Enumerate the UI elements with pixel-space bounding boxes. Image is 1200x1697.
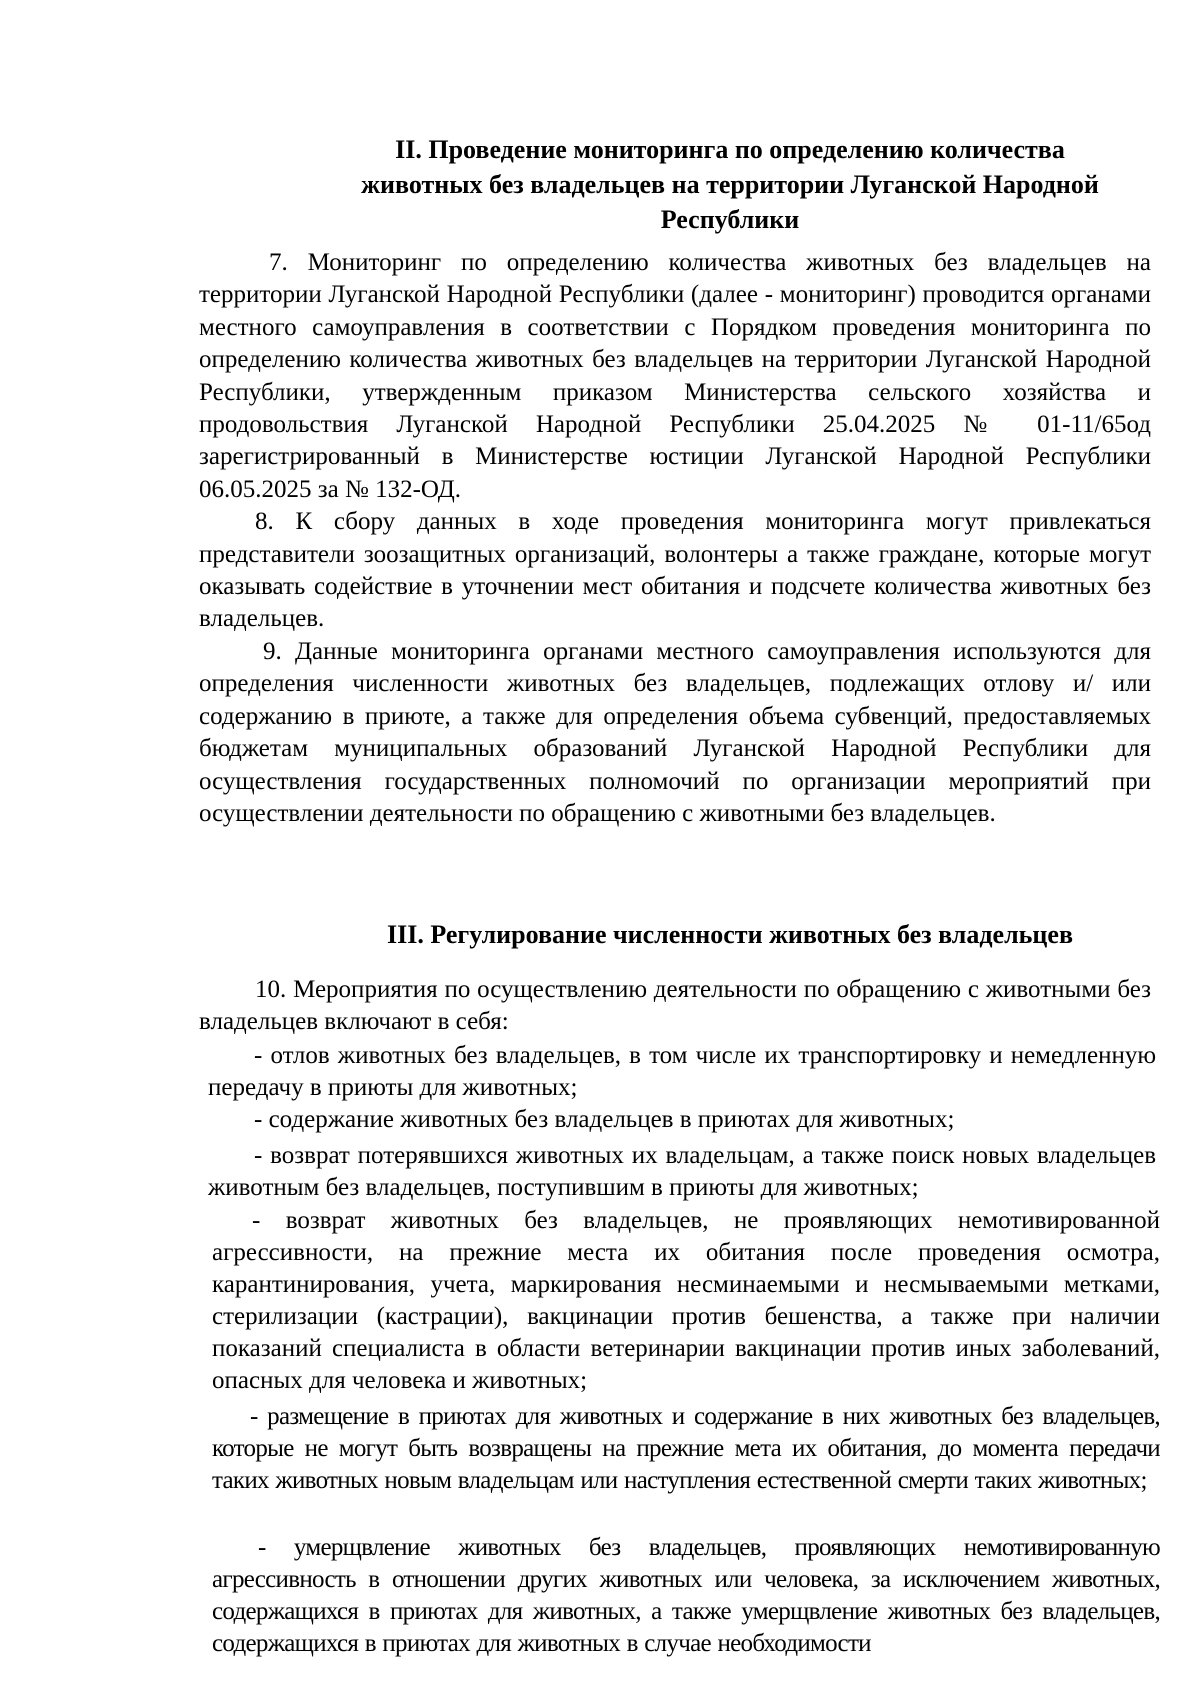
- paragraph-8: 8. К сбору данных в ходе проведения мониторинга могут привлекаться представители зоозащитных организаций, волонтеры а также граждане, которые могут оказывать содействие в уточнении мест обитания и подсчете количества животных без владельцев.: [199, 508, 1151, 633]
- measure-item-6: - умерщвление животных без владельцев, проявляющих немотивированную агрессивность в отношении других животных или человека, за исключением животных, содержащихся в приютах для животных, а также умерщвление животных без владельцев, содержащихся в приютах для животных в случае необходимости: [212, 1534, 1160, 1657]
- list-item: [212, 1532, 1160, 1660]
- section-3-heading: III. Регулирование численности животных без владельцев: [386, 920, 1073, 949]
- list-item: [212, 1401, 1160, 1497]
- measure-item-5: - размещение в приютах для животных и содержание в них животных без владельцев, которые не могут быть возвращены на прежние мета их обитания, до момента передачи таких животных новым владельцам или наступления естественной смерти таких животных;: [212, 1403, 1160, 1494]
- measure-item-2: - содержание животных без владельцев в приютах для животных;: [254, 1106, 955, 1133]
- section-2-body: [199, 247, 1151, 830]
- list-item: [212, 1205, 1160, 1397]
- section-2-heading-line-3: Республики: [660, 205, 800, 234]
- measure-item-4: - возврат животных без владельцев, не проявляющих немотивированной агрессивности, на прежние места их обитания после проведения осмотра, карантинирования, учета, маркирования несминаемыми и несмываемыми метками, стерилизации (кастрации), вакцинации против бешенства, а также при наличии показаний специалиста в области ветеринарии вакцинации против иных заболеваний, опасных для человека и животных;: [212, 1207, 1160, 1394]
- section-3-intro: [199, 974, 1151, 1039]
- measure-item-1: - отлов животных без владельцев, в том числе их транспортировку и немедленную передачу в приюты для животных;: [208, 1042, 1156, 1101]
- paragraph-9: 9. Данные мониторинга органами местного самоуправления используются для определения численности животных без владельцев, подлежащих отлову и/ или содержанию в приюте, а также для определения объема субвенций, предоставляемых бюджетам муниципальных образований Луганской Народной Республики для осуществления государственных полномочий по организации мероприятий при осуществлении деятельности по обращению с животными без владельцев.: [199, 637, 1151, 827]
- measure-item-3: - возврат потерявшихся животных их владельцам, а также поиск новых владельцев животным без владельцев, поступившим в приюты для животных;: [208, 1142, 1156, 1201]
- list-item: [208, 1040, 1156, 1104]
- list-item: [208, 1140, 1156, 1204]
- list-item: [208, 1104, 1156, 1136]
- section-2-heading-line-1: II. Проведение мониторинга по определению количества: [395, 135, 1065, 164]
- paragraph-10: 10. Мероприятия по осуществлению деятельности по обращению с животными без владельцев включают в себя:: [199, 976, 1151, 1036]
- section-2-heading-line-2: животных без владельцев на территории Луганской Народной: [361, 170, 1099, 199]
- paragraph-7: 7. Мониторинг по определению количества животных без владельцев на территории Луганской Народной Республики (далее - мониторинг) проводится органами местного самоуправления в соответствии с Порядком проведения мониторинга по определению количества животных без владельцев на территории Луганской Народной Республики, утвержденным приказом Министерства сельского хозяйства и продовольствия Луганской Народной Республики 25.04.2025 № 01-11/65од зарегистрированный в Министерстве юстиции Луганской Народной Республики 06.05.2025 за № 132-ОД.: [199, 249, 1151, 503]
- section-2-heading: [300, 132, 1160, 237]
